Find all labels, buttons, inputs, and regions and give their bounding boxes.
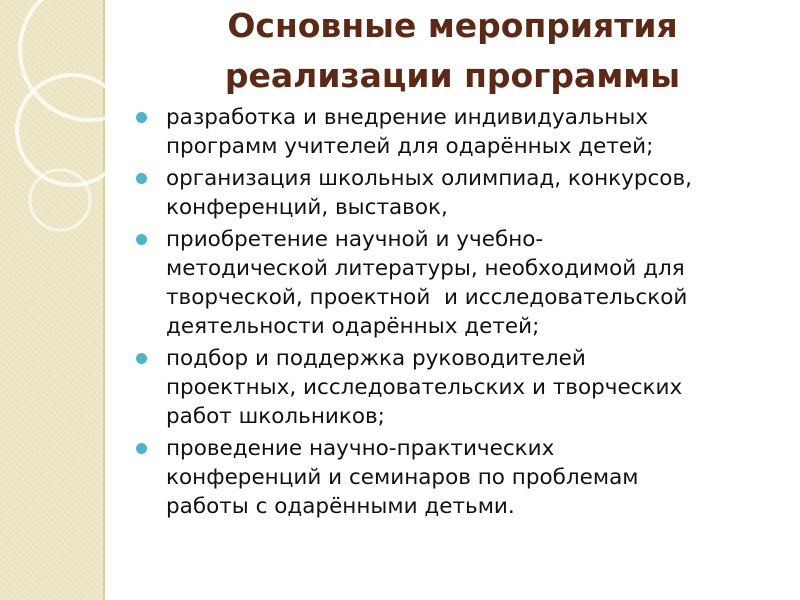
bullet-line: проведение научно-практических (166, 436, 555, 461)
bullet-item (130, 434, 780, 521)
bullet-icon (136, 173, 147, 184)
bullet-list (130, 103, 780, 524)
bullet-line: работ школьников; (166, 404, 385, 429)
bullet-item (130, 225, 780, 341)
bullet-item (130, 103, 780, 161)
bullet-line: проектных, исследовательских и творческих (166, 375, 683, 400)
bullet-line: приобретение научной и учебно- (166, 227, 544, 252)
bullet-line: организация школьных олимпиад, конкурсов, (166, 166, 692, 191)
bullet-icon (136, 443, 147, 454)
bullet-line: работы с одарёнными детьми. (166, 494, 515, 519)
bullet-line: деятельности одарённых детей; (166, 314, 540, 339)
bullet-line: конференций и семинаров по проблемам (166, 465, 639, 490)
slide-title (105, 0, 800, 101)
bullet-line: программ учителей для одарённых детей; (166, 134, 654, 159)
bullet-icon (136, 112, 147, 123)
bullet-line: подбор и поддержка руководителей (166, 346, 586, 371)
slide-title-line-1: Основные мероприятия (227, 6, 678, 45)
bullet-icon (136, 353, 147, 364)
bullet-line: творческой, проектной и исследовательской (166, 285, 688, 310)
slide-title-line-2: реализации программы (224, 56, 681, 95)
bullet-line: конференций, выставок, (166, 195, 448, 220)
bullet-icon (136, 234, 147, 245)
bullet-line: методической литературы, необходимой для (166, 256, 685, 281)
bullet-item (130, 164, 780, 222)
decorative-circles (0, 0, 110, 260)
bullet-item (130, 344, 780, 431)
bullet-line: разработка и внедрение индивидуальных (166, 105, 649, 130)
